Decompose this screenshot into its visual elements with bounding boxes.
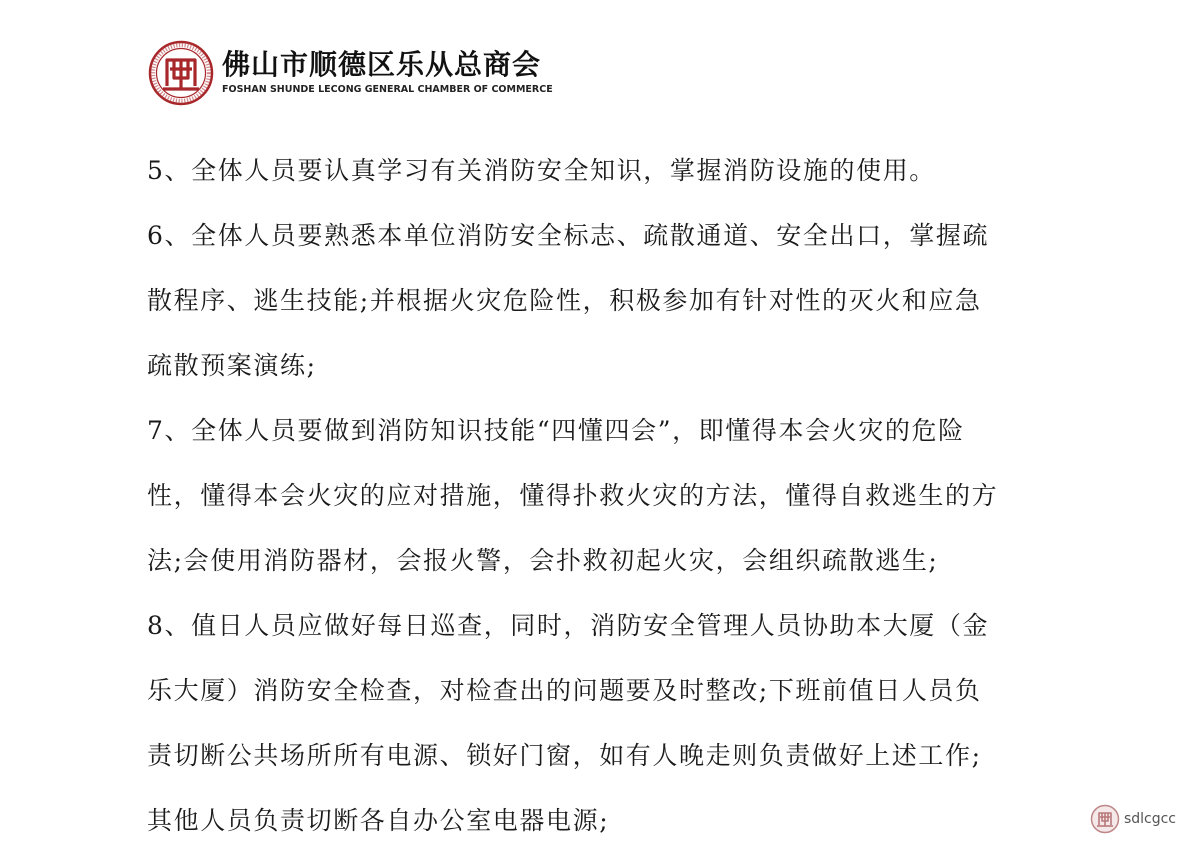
body-line: 责切断公共场所所有电源、锁好门窗，如有人晚走则负责做好上述工作; (147, 741, 982, 770)
body-line: 乐大厦）消防安全检查，对检查出的问题要及时整改;下班前值日人员负 (147, 676, 982, 705)
organization-title (222, 49, 553, 97)
body-line: 性，懂得本会火灾的应对措施，懂得扑救火灾的方法，懂得自救逃生的方 (147, 481, 999, 510)
watermark (1090, 804, 1176, 834)
watermark-text: sdlcgcc (1123, 811, 1176, 827)
body-line: 疏散预案演练; (147, 351, 317, 380)
body-line: 法;会使用消防器材，会报火警，会扑救初起火灾，会组织疏散逃生; (147, 546, 939, 575)
body-line: 8、值日人员应做好每日巡查，同时，消防安全管理人员协助本大厦（金 (147, 611, 990, 640)
body-line: 散程序、逃生技能;并根据火灾危险性，积极参加有针对性的灭火和应急 (147, 286, 982, 315)
body-line: 5、全体人员要认真学习有关消防安全知识，掌握消防设施的使用。 (147, 156, 936, 185)
body-line: 其他人员负责切断各自办公室电器电源; (147, 806, 610, 835)
organization-name: 佛山市顺德区乐从总商会 (222, 48, 542, 81)
body-line: 6、全体人员要熟悉本单位消防安全标志、疏散通道、安全出口，掌握疏 (147, 221, 990, 250)
document-header (148, 40, 553, 106)
chamber-seal-watermark-icon (1090, 804, 1120, 834)
chamber-seal-logo-icon (148, 40, 214, 106)
body-line: 7、全体人员要做到消防知识技能“四懂四会”，即懂得本会火灾的危险 (147, 416, 965, 445)
document-body (147, 138, 1042, 853)
organization-name-english: FOSHAN SHUNDE LECONG GENERAL CHAMBER OF COMMERCE (222, 84, 553, 95)
